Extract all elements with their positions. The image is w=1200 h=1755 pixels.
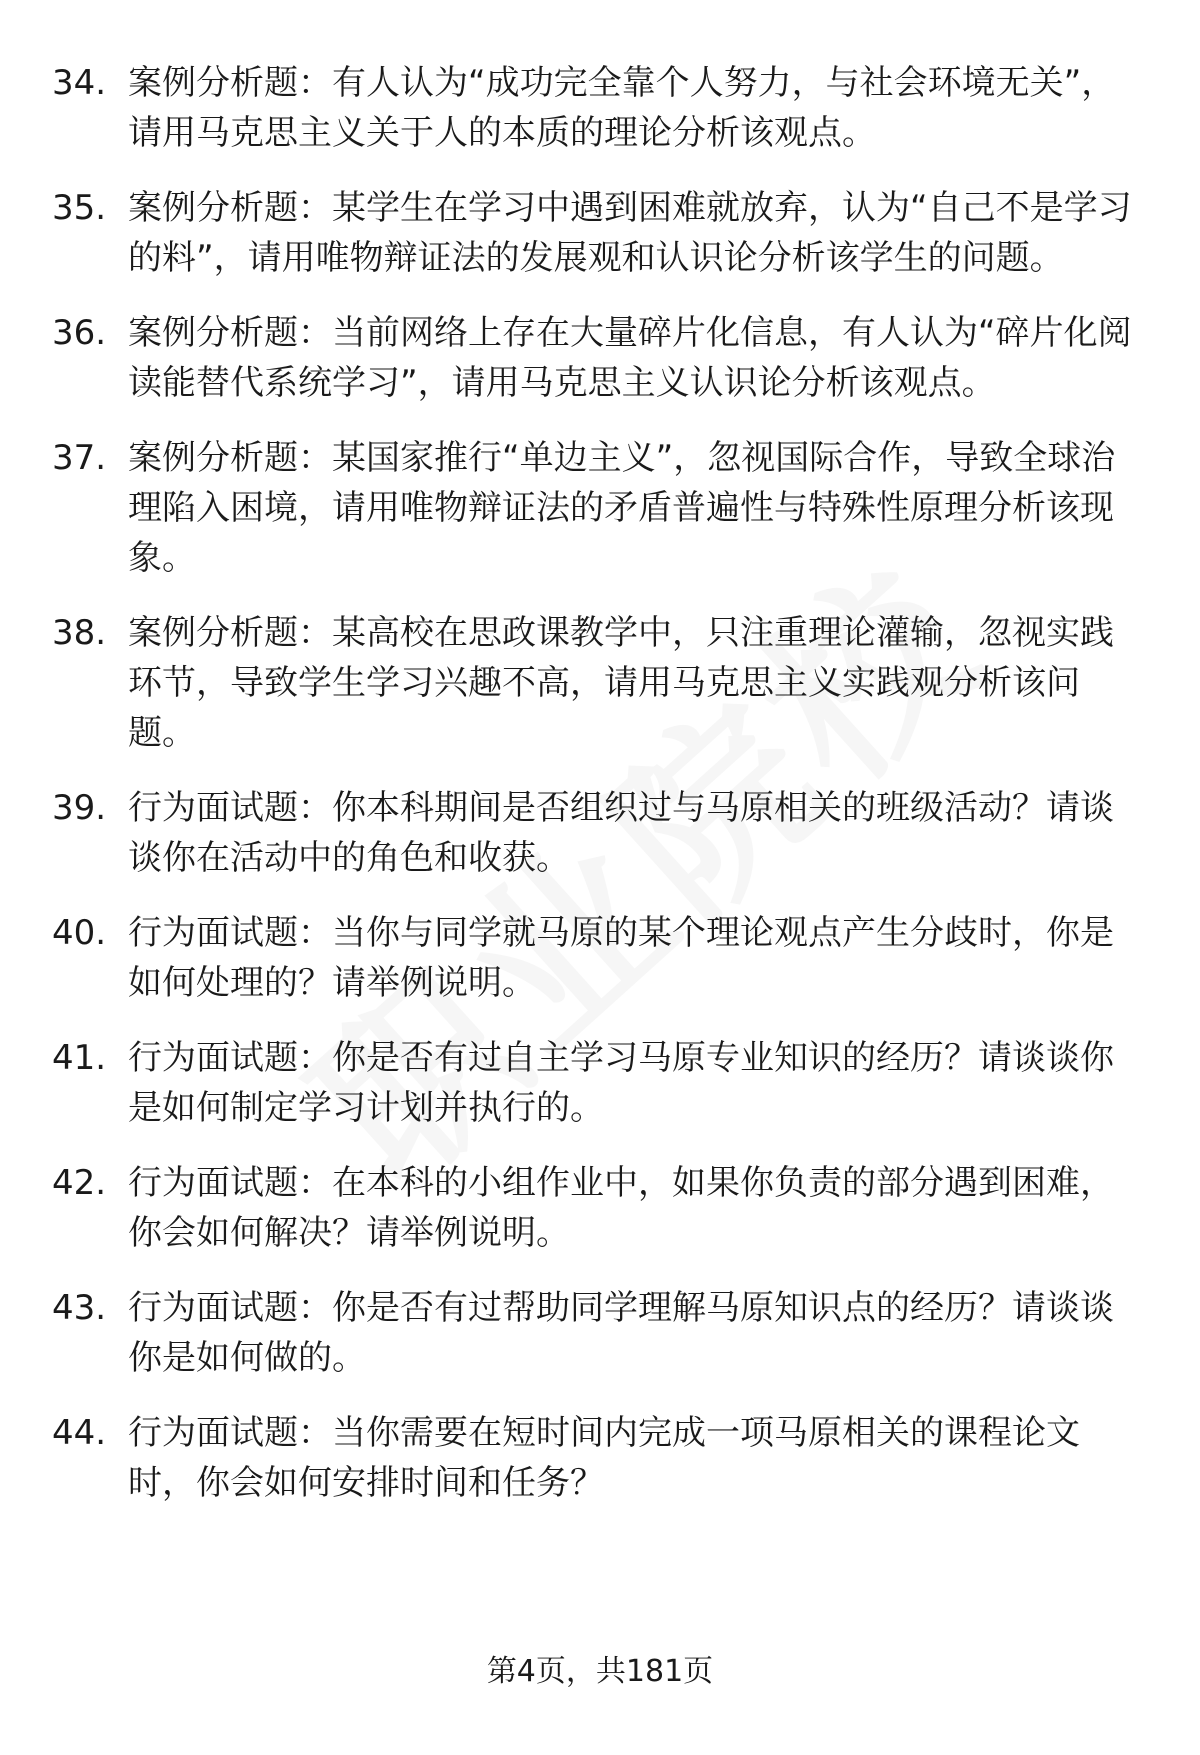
question-item-38: [0, 608, 1200, 758]
question-item-34: [0, 58, 1200, 158]
question-number: 38.: [52, 613, 107, 653]
question-text: 行为面试题：当你需要在短时间内完成一项马原相关的课程论文时，你会如何安排时间和任务？: [128, 1413, 1080, 1503]
question-number: 35.: [52, 188, 107, 228]
question-number: 40.: [52, 913, 107, 953]
page-footer: 第4页，共181页: [486, 1654, 714, 1689]
question-number: 42.: [52, 1163, 107, 1203]
question-item-43: [0, 1283, 1200, 1383]
question-number: 36.: [52, 313, 107, 353]
question-number: 43.: [52, 1288, 107, 1328]
question-text: 行为面试题：当你与同学就马原的某个理论观点产生分歧时，你是如何处理的？请举例说明。: [128, 913, 1114, 1003]
question-text: 行为面试题：你是否有过自主学习马原专业知识的经历？请谈谈你是如何制定学习计划并执行的。: [128, 1038, 1114, 1128]
question-number: 34.: [52, 63, 107, 103]
question-text: 案例分析题：某高校在思政课教学中，只注重理论灌输，忽视实践环节，导致学生学习兴趣不高，请用马克思主义实践观分析该问题。: [128, 613, 1114, 753]
question-text: 案例分析题：当前网络上存在大量碎片化信息，有人认为“碎片化阅读能替代系统学习”，请用马克思主义认识论分析该观点。: [128, 313, 1132, 403]
question-number: 37.: [52, 438, 107, 478]
question-text: 行为面试题：你本科期间是否组织过与马原相关的班级活动？请谈谈你在活动中的角色和收获。: [128, 788, 1114, 878]
question-text: 行为面试题：你是否有过帮助同学理解马原知识点的经历？请谈谈你是如何做的。: [128, 1288, 1114, 1378]
question-number: 44.: [52, 1413, 107, 1453]
question-list: [0, 58, 1200, 1533]
question-item-42: [0, 1158, 1200, 1258]
question-text: 案例分析题：某学生在学习中遇到困难就放弃，认为“自己不是学习的料”，请用唯物辩证法的发展观和认识论分析该学生的问题。: [128, 188, 1132, 278]
question-item-36: [0, 308, 1200, 408]
question-number: 41.: [52, 1038, 107, 1078]
question-item-37: [0, 433, 1200, 583]
question-item-39: [0, 783, 1200, 883]
question-item-40: [0, 908, 1200, 1008]
question-text: 案例分析题：某国家推行“单边主义”，忽视国际合作，导致全球治理陷入困境，请用唯物辩证法的矛盾普遍性与特殊性原理分析该现象。: [128, 438, 1116, 578]
question-text: 案例分析题：有人认为“成功完全靠个人努力，与社会环境无关”，请用马克思主义关于人的本质的理论分析该观点。: [128, 63, 1116, 153]
question-item-35: [0, 183, 1200, 283]
question-item-44: [0, 1408, 1200, 1508]
question-item-41: [0, 1033, 1200, 1133]
question-text: 行为面试题：在本科的小组作业中，如果你负责的部分遇到困难，你会如何解决？请举例说明。: [128, 1163, 1114, 1253]
question-number: 39.: [52, 788, 107, 828]
